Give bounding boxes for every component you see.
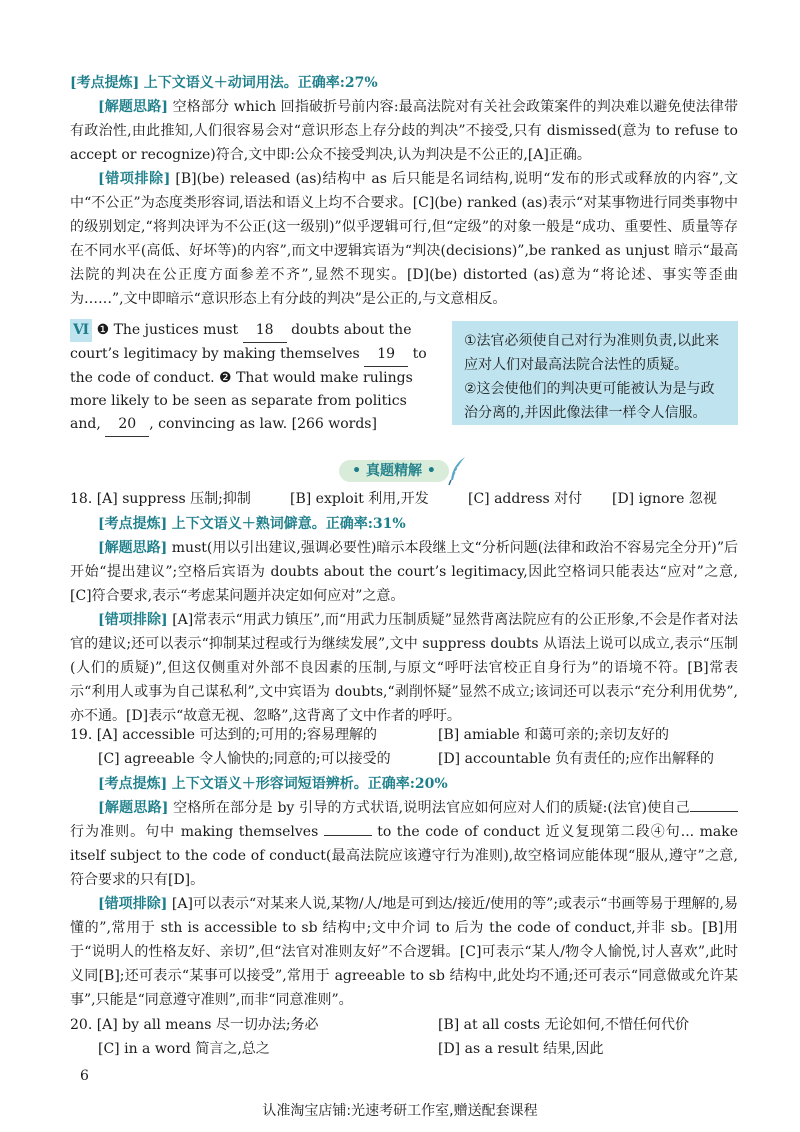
option-c: [C] agreeable 令人愉快的;同意的;可以接受的 <box>98 751 391 767</box>
passage-text: doubts about the court’s legitimacy by making themselves <box>70 322 412 362</box>
point-text: 上下文语义＋动词用法。正确率:27% <box>143 75 378 91</box>
q18-elimination <box>70 608 738 728</box>
q17-point <box>70 71 738 95</box>
passage-text: to the code of conduct. <box>70 346 427 386</box>
blank-19: 19 <box>364 343 408 367</box>
q19-elimination <box>70 892 738 1012</box>
blank-line <box>690 811 738 812</box>
sentence-number: ❶ <box>96 322 110 338</box>
question-number: 18. <box>70 491 93 507</box>
point-text: 上下文语义＋形容词短语辨析。正确率:20% <box>171 776 448 792</box>
option-b: [B] exploit 利用,开发 <box>290 491 429 507</box>
solution-text: to the code of conduct 近义复现第二段④句... make itself subject to the code of conduct(最高法院应该遵守行为准则),故空格词应能体现“服从,遵守”之意,符合要求的只有[D]。 <box>70 824 738 888</box>
solution-text: 空格所在部分是 by 引导的方式状语,说明法官应如何应对人们的质疑:(法官)使自己 <box>173 800 690 816</box>
q18-solution <box>70 536 738 608</box>
page-number: 6 <box>80 1068 89 1084</box>
section-title: • 真题精解 • <box>339 460 449 482</box>
option-d: [D] accountable 负有责任的;应作出解释的 <box>438 751 714 767</box>
elimination-label: [错项排除] <box>98 612 168 628</box>
elimination-text: [B](be) released (as)结构中 as 后只能是名词结构,说明“发布的形式或释放的内容”,文中“不公正”为态度类形容词,语法和语义上均不合要求。[C](be) ranked (as)表示“对某事物进行同类事物中的级别划定,“将判决评为不公正(这一级别)”似乎逻辑可行,但“定级”的对象一般是“成功、重要性、质量等存在不同水平(高低、好坏等)的内容”,而文中逻辑宾语为“判决(decisions)”,be ranked as unjust 暗示“最高法院的判决在公正度方面参差不齐”,显然不现实。[D](be) distorted (as)意为“将论述、事实等歪曲为……”,文中即暗示“意识形态上有分歧的判决”是公正的,与文意相反。 <box>70 171 739 307</box>
solution-label: [解题思路] <box>98 540 168 556</box>
option-d: [D] ignore 忽视 <box>612 491 717 507</box>
q17-solution <box>70 95 738 167</box>
option-c: [C] in a word 简言之,总之 <box>98 1041 270 1057</box>
option-d: [D] as a result 结果,因此 <box>438 1041 604 1057</box>
solution-text: must(用以引出建议,强调必要性)暗示本段继上文“分析问题(法律和政治不容易完全分开)”后开始“提出建议”;空格后宾语为 doubts about the court’s legitimacy,因此空格词只能表达“应对”之意,[C]符合要求,表示“考虑某问题并决定如何应对”之意。 <box>70 540 738 604</box>
option-b: [B] at all costs 无论如何,不惜任何代价 <box>438 1017 690 1033</box>
point-label: [考点提炼] <box>98 776 168 792</box>
question-number: 19. <box>70 727 93 743</box>
sentence-number: ❷ <box>219 370 232 386</box>
solution-label: [解题思路] <box>98 99 168 115</box>
point-text: 上下文语义＋熟词僻意。正确率:31% <box>171 516 406 532</box>
solution-text: 行为准则。句中 making themselves <box>70 824 319 840</box>
option-c: [C] address 对付 <box>468 491 583 507</box>
q18-point <box>98 512 738 536</box>
option-b: [B] amiable 和蔼可亲的;亲切友好的 <box>438 727 669 743</box>
q17-elimination <box>70 167 738 311</box>
elimination-text: [A]常表示“用武力镇压”,而“用武力压制质疑”显然背离法院应有的公正形象,不会是作者对法官的建议;还可以表示“抑制某过程或行为继续发展”,文中 suppress doubts 从语法上说可以成立,表示“压制(人们的质疑)”,但这仅侧重对外部不良因素的压制,与原文“呼吁法官校正自身行为”的语境不符。[B]常表示“利用人或事为自己谋私利”,文中宾语为 doubts,“剥削怀疑”显然不成立;该词还可以表示“充分利用优势”,亦不通。[D]表示“故意无视、忽略”,这背离了文中作者的呼吁。 <box>70 612 739 724</box>
elimination-text: [A]可以表示“对某来人说,某物/人/地是可到达/接近/使用的等”;或表示“书画等易于理解的,易懂的”,常用于 sth is accessible to sb 结构中;文中介词 to 后为 the code of conduct,并非 sb。[B]用于“说明人的性格友好、亲切”,但“法官对准则友好”不合逻辑。[C]可表示“某人/物令人愉悦,讨人喜欢”,此时义同[B];还可表示“某事可以接受”,常用于 agreeable to sb 结构中,此处均不通;还可表示“同意做或允许某事”,只能是“同意遵守准则”,而非“同意准则”。 <box>70 896 739 1008</box>
elimination-label: [错项排除] <box>98 171 171 187</box>
q19-point <box>98 772 738 796</box>
passage-text: That would make rulings more likely to be seen as separate from politics and, <box>70 370 413 432</box>
q20-row <box>70 1014 319 1036</box>
question-number: 20. <box>70 1017 93 1033</box>
q19-row <box>70 724 377 746</box>
translation-line: ②这会使他们的判决更可能被认为是与政治分离的,并因此像法律一样令人信服。 <box>464 381 715 421</box>
passage-text: The justices must <box>113 322 239 338</box>
translation-line: ①法官必须使自己对行为准则负责,以此来应对人们对最高法院合法性的质疑。 <box>464 333 719 373</box>
solution-text: 空格部分 which 回指破折号前内容:最高法院对有关社会政策案件的判决难以避免使法律带有政治性,由此推知,人们很容易会对“意识形态上存分歧的判决”不接受,只有 dismissed(意为 to refuse to accept or recognize)符合,文中即:公众不接受判决,认为判决是不公正的,[A]正确。 <box>70 99 739 163</box>
solution-label: [解题思路] <box>98 800 169 816</box>
section-heading <box>339 456 465 486</box>
q19-solution <box>70 796 738 892</box>
blank-20: 20 <box>105 413 149 437</box>
passage-text: , convincing as law. <box>149 416 288 432</box>
translation-box <box>452 321 738 425</box>
blank-line <box>324 835 372 836</box>
point-label: [考点提炼] <box>70 75 140 91</box>
q18-row <box>70 488 251 510</box>
option-a: [A] accessible 可达到的;可用的;容易理解的 <box>96 727 377 743</box>
word-count: [266 words] <box>291 416 377 432</box>
paragraph-marker: Ⅵ <box>70 319 92 342</box>
blank-18: 18 <box>243 319 287 343</box>
feather-icon <box>447 456 469 486</box>
option-a: [A] suppress 压制;抑制 <box>96 491 251 507</box>
passage-paragraph <box>70 319 440 437</box>
footer-note: 认准淘宝店铺:光速考研工作室,赠送配套课程 <box>262 1103 538 1119</box>
point-label: [考点提炼] <box>98 516 168 532</box>
elimination-label: [错项排除] <box>98 896 168 912</box>
option-a: [A] by all means 尽一切办法;务必 <box>96 1017 319 1033</box>
